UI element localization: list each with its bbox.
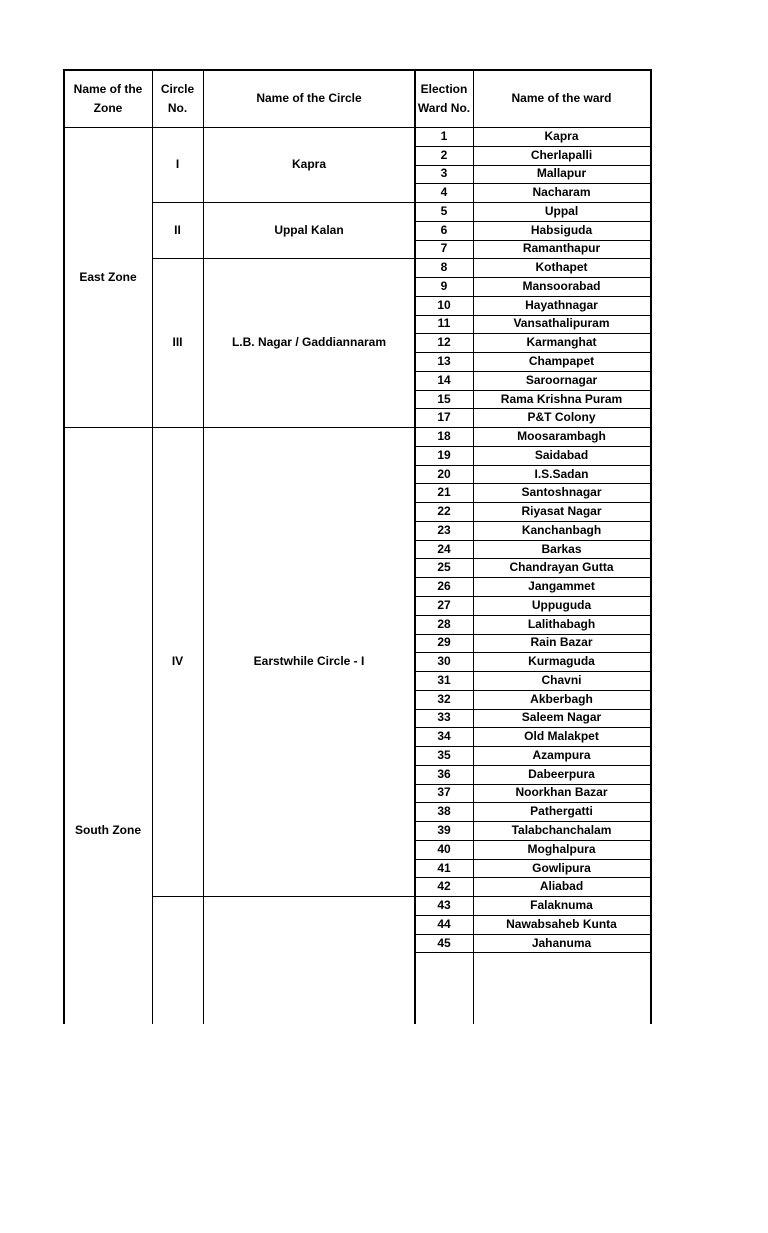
ward-name-cell: Mallapur	[536, 166, 587, 181]
ward-name-cell: Chandrayan Gutta	[509, 560, 614, 575]
ward-row-line	[414, 202, 651, 203]
ward-row-line	[414, 690, 651, 691]
ward-row-line	[414, 765, 651, 766]
circle-name-cell: Uppal Kalan	[274, 222, 344, 237]
ward-no-cell: 43	[437, 898, 451, 913]
header-ward-name: Name of the ward	[511, 91, 612, 105]
ward-name-cell: Kothapet	[535, 260, 588, 275]
ward-name-cell: Moghalpura	[527, 841, 596, 856]
ward-row-line	[414, 840, 651, 841]
grid-line	[203, 69, 204, 1024]
ward-name-cell: Aliabad	[539, 879, 584, 894]
ward-row-line	[414, 615, 651, 616]
ward-no-cell: 1	[440, 128, 448, 143]
ward-row-line	[414, 802, 651, 803]
ward-no-cell: 15	[437, 391, 451, 406]
ward-row-line	[414, 821, 651, 822]
ward-row-line	[414, 521, 651, 522]
ward-name-cell: Gowlipura	[532, 860, 591, 875]
circle-no-cell	[152, 896, 203, 1024]
ward-name-cell: Uppal	[544, 203, 579, 218]
ward-name-cell: Kanchanbagh	[521, 522, 602, 537]
ward-row-line	[414, 634, 651, 635]
circle-no-cell: III	[172, 335, 183, 349]
ward-name-cell: Kurmaguda	[528, 654, 595, 669]
ward-name-cell: Falaknuma	[530, 898, 593, 913]
ward-no-cell: 7	[440, 241, 448, 256]
ward-row-line	[414, 427, 651, 428]
ward-no-cell: 33	[437, 710, 451, 725]
zone-cell-east: East Zone	[79, 269, 137, 284]
ward-row-line	[414, 727, 651, 728]
ward-no-cell: 37	[437, 785, 451, 800]
ward-row-line	[414, 784, 651, 785]
ward-row-line	[414, 877, 651, 878]
ward-no-cell: 12	[437, 335, 451, 350]
ward-row-line	[414, 952, 651, 953]
ward-name-cell: P&T Colony	[527, 410, 596, 425]
ward-no-cell: 19	[437, 447, 451, 462]
ward-row-line	[414, 352, 651, 353]
zone-cell-south: South Zone	[75, 822, 141, 837]
header-zone: Name of the Zone	[73, 81, 143, 115]
ward-no-cell: 11	[437, 316, 451, 331]
ward-no-cell: 13	[437, 353, 451, 368]
ward-no-cell: 25	[437, 560, 451, 575]
circle-name-cell: Kapra	[291, 157, 326, 171]
ward-row-line	[414, 258, 651, 259]
ward-no-cell: 10	[437, 297, 451, 312]
ward-no-cell: 21	[437, 485, 451, 500]
ward-no-cell: 41	[437, 860, 451, 875]
ward-name-cell: Riyasat Nagar	[521, 504, 602, 519]
ward-no-cell: 28	[437, 616, 451, 631]
ward-name-cell: Mansoorabad	[522, 278, 601, 293]
ward-row-line	[414, 558, 651, 559]
ward-name-cell: Barkas	[541, 541, 582, 556]
ward-no-cell: 9	[440, 278, 448, 293]
ward-row-line	[414, 540, 651, 541]
ward-name-cell: Vansathalipuram	[513, 316, 610, 331]
ward-row-line	[414, 483, 651, 484]
ward-name-cell: Saroornagar	[525, 372, 598, 387]
grid-line	[473, 69, 474, 1024]
ward-no-cell: 30	[437, 654, 451, 669]
table-right-border	[650, 69, 652, 1024]
ward-name-cell: Talabchanchalam	[511, 822, 612, 837]
ward-row-line	[414, 390, 651, 391]
ward-row-line	[414, 315, 651, 316]
ward-no-cell: 29	[437, 635, 451, 650]
ward-no-cell: 26	[437, 579, 451, 594]
ward-row-line	[414, 709, 651, 710]
ward-name-cell: Habsiguda	[530, 222, 593, 237]
ward-row-line	[414, 671, 651, 672]
ward-name-cell: Ramanthapur	[522, 241, 601, 256]
ward-row-line	[414, 221, 651, 222]
grid-line	[152, 69, 153, 1024]
circle-no-cell: IV	[171, 654, 184, 668]
ward-name-cell: Dabeerpura	[528, 766, 595, 781]
ward-name-cell: Azampura	[532, 747, 591, 762]
ward-name-cell: Moosarambagh	[517, 429, 606, 444]
ward-no-cell: 42	[437, 879, 451, 894]
ward-row-line	[414, 465, 651, 466]
ward-name-cell: Old Malakpet	[524, 729, 599, 744]
header-circle-name: Name of the Circle	[256, 91, 362, 105]
ward-no-cell: 45	[437, 935, 451, 950]
ward-name-cell: Rain Bazar	[530, 635, 593, 650]
ward-no-cell: 36	[437, 766, 451, 781]
ward-no-cell: 22	[437, 504, 451, 519]
ward-name-cell: Lalithabagh	[527, 616, 596, 631]
ward-name-cell: Akberbagh	[530, 691, 593, 706]
circle-no-cell: I	[175, 157, 180, 171]
circle-name-cell: Earstwhile Circle - I	[253, 654, 365, 668]
ward-no-cell: 34	[437, 729, 451, 744]
ward-name-cell: Kapra	[544, 128, 579, 143]
ward-name-cell: Noorkhan Bazar	[515, 785, 608, 800]
ward-row-line	[414, 371, 651, 372]
grid-line	[414, 69, 416, 1024]
ward-row-line	[414, 915, 651, 916]
ward-no-cell: 4	[440, 185, 448, 200]
ward-row-line	[414, 408, 651, 409]
ward-name-cell: Rama Krishna Puram	[500, 391, 623, 406]
ward-no-cell: 18	[437, 429, 451, 444]
ward-name-cell: Nawabsaheb Kunta	[506, 916, 617, 931]
ward-name-cell: Jangammet	[528, 579, 595, 594]
ward-row-line	[414, 596, 651, 597]
ward-no-cell: 35	[437, 747, 451, 762]
grid-line	[63, 127, 651, 128]
ward-name-cell: Saidabad	[534, 447, 589, 462]
ward-row-line	[414, 146, 651, 147]
ward-row-line	[414, 446, 651, 447]
ward-row-line	[414, 746, 651, 747]
ward-no-cell: 39	[437, 822, 451, 837]
ward-no-cell: 31	[437, 672, 451, 687]
ward-row-line	[414, 934, 651, 935]
ward-no-cell: 24	[437, 541, 451, 556]
ward-no-cell: 5	[440, 203, 448, 218]
ward-no-cell: 44	[437, 916, 451, 931]
ward-name-cell: Saleem Nagar	[521, 710, 602, 725]
ward-row-line	[414, 896, 651, 897]
ward-name-cell: I.S.Sadan	[534, 466, 589, 481]
ward-name-cell: Cherlapalli	[530, 147, 593, 162]
ward-row-line	[414, 296, 651, 297]
ward-name-cell: Chavni	[541, 672, 582, 687]
ward-row-line	[414, 502, 651, 503]
ward-name-cell: Nacharam	[532, 185, 591, 200]
circle-name-cell: L.B. Nagar / Gaddiannaram	[231, 335, 387, 349]
table-left-border	[63, 69, 65, 1024]
ward-name-cell: Santoshnagar	[521, 485, 602, 500]
header-ward-no: Election Ward No.	[417, 81, 471, 115]
ward-no-cell: 32	[437, 691, 451, 706]
ward-name-cell: Uppuguda	[531, 597, 592, 612]
ward-name-cell: Champapet	[528, 353, 595, 368]
header-circle-no: Circle No.	[160, 81, 195, 115]
ward-no-cell: 27	[437, 597, 451, 612]
ward-no-cell: 6	[440, 222, 448, 237]
ward-name-cell: Pathergatti	[530, 804, 593, 819]
ward-name-cell: Karmanghat	[526, 335, 597, 350]
ward-row-line	[414, 333, 651, 334]
ward-no-cell: 17	[437, 410, 451, 425]
circle-name-cell	[203, 896, 415, 1024]
ward-no-cell: 20	[437, 466, 451, 481]
ward-no-cell: 3	[440, 166, 448, 181]
ward-row-line	[414, 652, 651, 653]
ward-row-line	[414, 165, 651, 166]
ward-row-line	[414, 577, 651, 578]
ward-no-cell: 14	[437, 372, 451, 387]
ward-no-cell: 38	[437, 804, 451, 819]
ward-no-cell: 40	[437, 841, 451, 856]
ward-no-cell: 23	[437, 522, 451, 537]
ward-row-line	[414, 859, 651, 860]
ward-row-line	[414, 240, 651, 241]
ward-name-cell: Jahanuma	[531, 935, 592, 950]
circle-no-cell: II	[174, 222, 181, 237]
ward-no-cell: 2	[440, 147, 448, 162]
ward-row-line	[414, 277, 651, 278]
ward-row-line	[414, 183, 651, 184]
ward-no-cell: 8	[440, 260, 448, 275]
ward-name-cell: Hayathnagar	[525, 297, 598, 312]
